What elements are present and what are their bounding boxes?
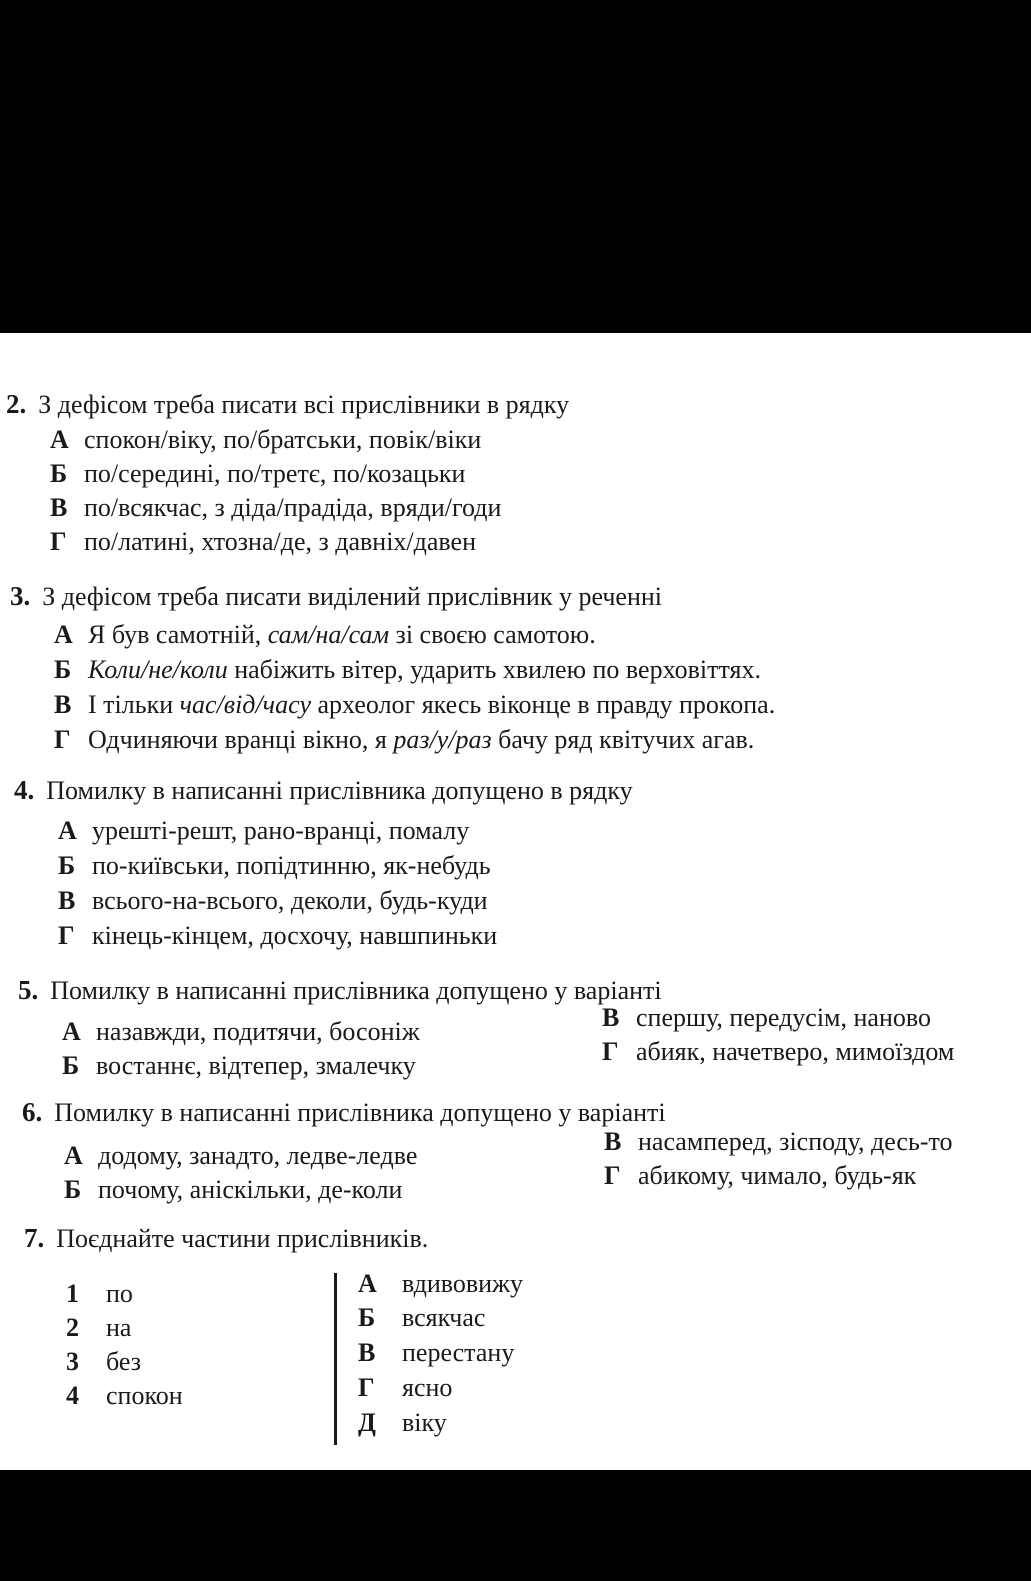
option-v xyxy=(602,1003,931,1033)
option-text: всього-на-всього, деколи, будь-куди xyxy=(92,886,488,915)
question-text: Помилку в написанні прислівника допущено в рядку xyxy=(46,776,633,805)
question-7 xyxy=(24,1223,428,1254)
option-a xyxy=(62,1017,420,1047)
option-letter: Г xyxy=(604,1161,621,1190)
question-3 xyxy=(10,581,662,612)
option-text: спокон/віку, по/братськи, повік/віки xyxy=(84,425,482,454)
option-text: востаннє, відтепер, змалечку xyxy=(96,1051,416,1080)
option-letter: В xyxy=(58,886,76,915)
match-left-item-3 xyxy=(66,1347,141,1377)
match-letter: Б xyxy=(358,1303,376,1332)
match-part: без xyxy=(106,1347,142,1376)
option-a xyxy=(58,816,469,846)
match-right-item-d xyxy=(358,1408,447,1438)
option-text: по/всякчас, з діда/прадіда, вряди/годи xyxy=(84,493,502,522)
option-letter: Г xyxy=(50,527,67,556)
option-letter: А xyxy=(62,1017,81,1046)
option-a xyxy=(64,1141,417,1171)
option-g xyxy=(54,725,754,755)
highlighted-adverb: сам/на/сам xyxy=(267,620,390,649)
match-right-item-b xyxy=(358,1303,485,1333)
option-text: абияк, начетверо, мимоїздом xyxy=(636,1037,955,1066)
option-letter: В xyxy=(50,493,68,522)
option-letter: Г xyxy=(602,1037,619,1066)
option-text-before: Одчиняючи вранці вікно, я xyxy=(88,725,394,754)
question-5 xyxy=(18,975,662,1006)
match-letter: А xyxy=(358,1269,377,1298)
option-g xyxy=(50,527,476,557)
match-number: 1 xyxy=(66,1279,79,1308)
option-text: почому, аніскільки, де-коли xyxy=(98,1175,403,1204)
match-part: віку xyxy=(402,1408,447,1437)
match-right-item-a xyxy=(358,1269,523,1299)
option-v xyxy=(604,1127,953,1157)
option-b xyxy=(50,459,465,489)
match-left-item-4 xyxy=(66,1381,183,1411)
match-part: ясно xyxy=(402,1373,453,1402)
option-letter: А xyxy=(54,620,73,649)
option-letter: А xyxy=(58,816,77,845)
match-number: 3 xyxy=(66,1347,79,1376)
match-right-item-v xyxy=(358,1338,514,1368)
question-text: З дефісом треба писати виділений прислівник у реченні xyxy=(42,582,663,611)
option-text-after: археолог якесь віконце в правду прокопа. xyxy=(310,690,776,719)
question-number: 2. xyxy=(6,389,27,419)
option-text-after: набіжить вітер, ударить хвилею по верховіттях. xyxy=(227,655,761,684)
option-text: кінець-кінцем, досхочу, навшпиньки xyxy=(92,921,498,950)
option-letter: А xyxy=(50,425,69,454)
question-number: 3. xyxy=(10,581,31,611)
option-text-before: Я був самотній, xyxy=(88,620,268,649)
option-letter: В xyxy=(602,1003,620,1032)
match-part: спокон xyxy=(106,1381,183,1410)
option-g xyxy=(58,921,497,951)
option-letter: Б xyxy=(50,459,68,488)
option-g xyxy=(604,1161,916,1191)
match-left-item-1 xyxy=(66,1279,133,1309)
option-letter: Б xyxy=(54,655,72,684)
match-letter: В xyxy=(358,1338,376,1367)
option-letter: Б xyxy=(64,1175,82,1204)
match-number: 2 xyxy=(66,1313,79,1342)
question-text: Помилку в написанні прислівника допущено у варіанті xyxy=(50,976,662,1005)
option-b xyxy=(64,1175,402,1205)
option-text: насамперед, зісподу, десь-то xyxy=(638,1127,953,1156)
question-text: Поєднайте частини прислівників. xyxy=(56,1224,429,1253)
question-number: 7. xyxy=(24,1223,45,1253)
option-b xyxy=(54,655,761,685)
question-number: 6. xyxy=(22,1097,43,1127)
match-part: вдивовижу xyxy=(402,1269,524,1298)
option-text: по-київськи, попідтинню, як-небудь xyxy=(92,851,491,880)
match-part: по xyxy=(106,1279,133,1308)
option-text: урешті-решт, рано-вранці, помалу xyxy=(92,816,470,845)
option-text: по/середині, по/третє, по/козацьки xyxy=(84,459,466,488)
option-v xyxy=(54,690,775,720)
match-right-item-g xyxy=(358,1373,452,1403)
question-2 xyxy=(6,389,569,420)
option-letter: А xyxy=(64,1141,83,1170)
match-part: перестану xyxy=(402,1338,515,1367)
option-letter: В xyxy=(54,690,72,719)
match-letter: Д xyxy=(358,1408,376,1437)
match-number: 4 xyxy=(66,1381,79,1410)
highlighted-adverb: раз/у/раз xyxy=(393,725,492,754)
option-text: по/латині, хтозна/де, з давніх/давен xyxy=(84,527,477,556)
highlighted-adverb: час/від/часу xyxy=(179,690,311,719)
question-number: 4. xyxy=(14,775,35,805)
option-text: спершу, передусім, наново xyxy=(636,1003,931,1032)
option-letter: Б xyxy=(58,851,76,880)
option-text: назавжди, подитячи, босоніж xyxy=(96,1017,420,1046)
highlighted-adverb: Коли/не/коли xyxy=(88,655,228,684)
question-text: Помилку в написанні прислівника допущено у варіанті xyxy=(54,1098,666,1127)
question-4 xyxy=(14,775,633,806)
option-a xyxy=(50,425,481,455)
option-text-after: зі своєю самотою. xyxy=(389,620,596,649)
question-6 xyxy=(22,1097,666,1128)
match-letter: Г xyxy=(358,1373,375,1402)
match-left-item-2 xyxy=(66,1313,131,1343)
option-letter: Г xyxy=(58,921,75,950)
option-text-before: І тільки xyxy=(88,690,180,719)
option-v xyxy=(50,493,501,523)
option-text: абикому, чимало, будь-як xyxy=(638,1161,917,1190)
option-text-after: бачу ряд квітучих агав. xyxy=(491,725,755,754)
question-number: 5. xyxy=(18,975,39,1005)
match-divider xyxy=(334,1273,337,1445)
option-g xyxy=(602,1037,954,1067)
option-letter: В xyxy=(604,1127,622,1156)
worksheet-page xyxy=(0,333,1031,1470)
option-letter: Б xyxy=(62,1051,80,1080)
match-part: на xyxy=(106,1313,132,1342)
option-a xyxy=(54,620,596,650)
option-text: додому, занадто, ледве-ледве xyxy=(98,1141,418,1170)
question-text: З дефісом треба писати всі прислівники в рядку xyxy=(38,390,570,419)
option-b xyxy=(58,851,491,881)
match-part: всякчас xyxy=(402,1303,486,1332)
option-b xyxy=(62,1051,416,1081)
option-v xyxy=(58,886,488,916)
option-letter: Г xyxy=(54,725,71,754)
